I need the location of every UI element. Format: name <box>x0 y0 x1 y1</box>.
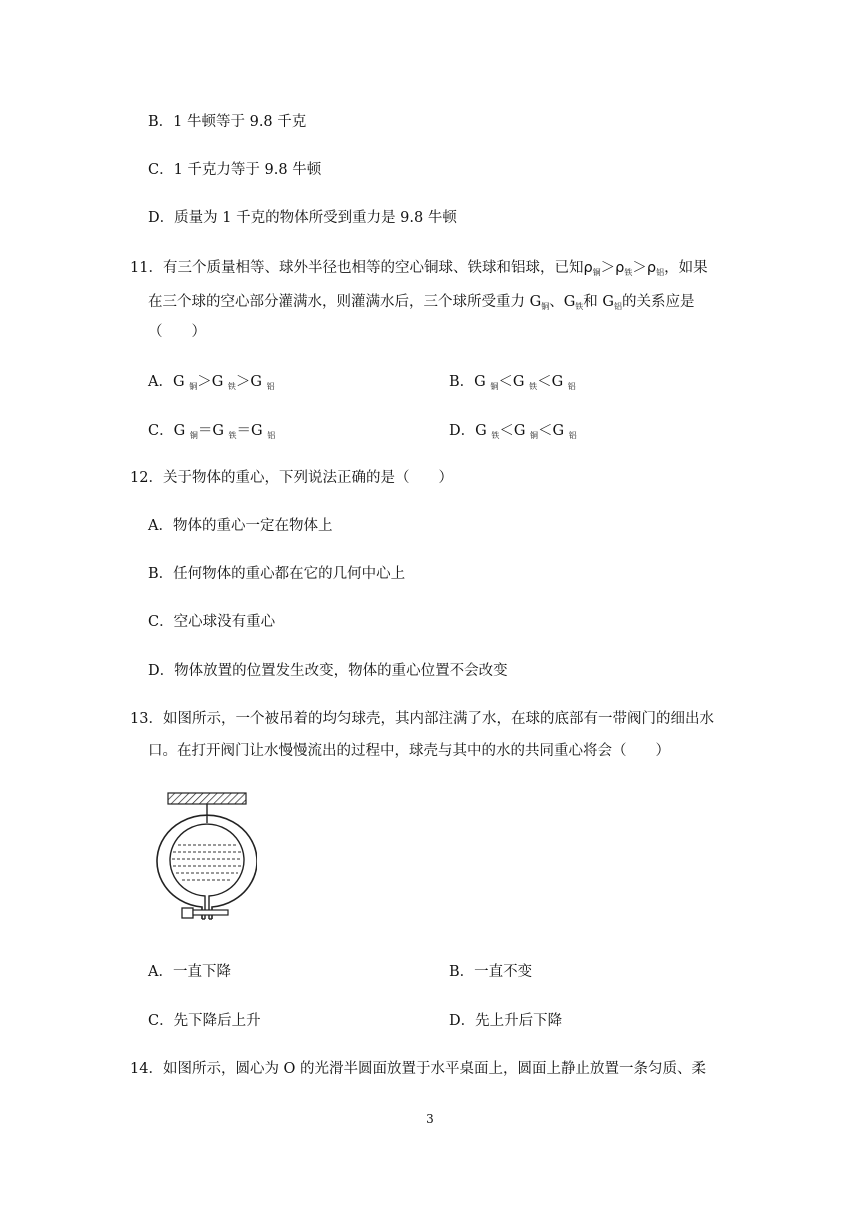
q13-option-d: D．先上升后下降 <box>449 1013 563 1029</box>
q13-option-c: C．先下降后上升 <box>148 1013 261 1029</box>
q10-option-d: D．质量为 1 千克的物体所受到重力是 9.8 牛顿 <box>148 210 457 226</box>
q11-answer-paren: （ ） <box>148 324 206 340</box>
page-number: 3 <box>426 1112 434 1126</box>
q11-option-c: C．G $_铜$＝G $_铁$＝G $_铝$ <box>148 423 276 440</box>
q12-option-d: D．物体放置的位置发生改变，物体的重心位置不会改变 <box>148 663 508 679</box>
q13-stem-line1: 13．如图所示，一个被吊着的均匀球壳，其内部注满了水，在球的底部有一带阀门的细出水 <box>130 711 714 727</box>
water-lines <box>172 845 242 880</box>
q11-stem-text: 11．有三个质量相等、球外半径也相等的空心铜球、铁球和铝球，已知 <box>130 260 584 276</box>
q13-option-b: B．一直不变 <box>449 964 533 980</box>
q12-option-b: B．任何物体的重心都在它的几何中心上 <box>148 566 406 582</box>
q11-stem-line2: 在三个球的空心部分灌满水，则灌满水后，三个球所受重力 $G_铜$、$G_铁$和 $G_铝$的关系应是 <box>148 294 695 311</box>
ceiling-support <box>168 793 246 804</box>
q11-option-d: D．G $_铁$＜G $_铜$＜G $_铝$ <box>449 423 577 440</box>
outer-shell <box>157 815 257 919</box>
q13-option-a: A．一直下降 <box>148 964 231 980</box>
q11-option-b: B．G $_铜$＜G $_铁$＜G $_铝$ <box>449 374 576 391</box>
q12-option-c: C．空心球没有重心 <box>148 614 276 630</box>
valve-stem <box>193 910 228 915</box>
q10-option-c: C．1 千克力等于 9.8 牛顿 <box>148 162 322 178</box>
q12-option-a: A．物体的重心一定在物体上 <box>148 518 333 534</box>
valve-knob <box>182 908 193 918</box>
inner-shell <box>170 824 244 919</box>
q10-option-b: B．1 牛顿等于 9.8 千克 <box>148 114 307 130</box>
hanging-shell-figure <box>145 787 257 935</box>
q14-stem: 14．如图所示，圆心为 O 的光滑半圆面放置于水平桌面上，圆面上静止放置一条匀质、柔 <box>130 1061 707 1077</box>
q11-option-a: A．G $_铜$＞G $_铁$＞G $_铝$ <box>148 374 275 391</box>
q12-stem: 12．关于物体的重心，下列说法正确的是（ ） <box>130 470 453 486</box>
q13-stem-line2: 口。在打开阀门让水慢慢流出的过程中，球壳与其中的水的共同重心将会（ ） <box>148 743 670 759</box>
q11-stem-line1: 11．有三个质量相等、球外半径也相等的空心铜球、铁球和铝球，已知$\rho_铜>\rho_铁>\rho_铝$，如果 <box>130 260 708 277</box>
